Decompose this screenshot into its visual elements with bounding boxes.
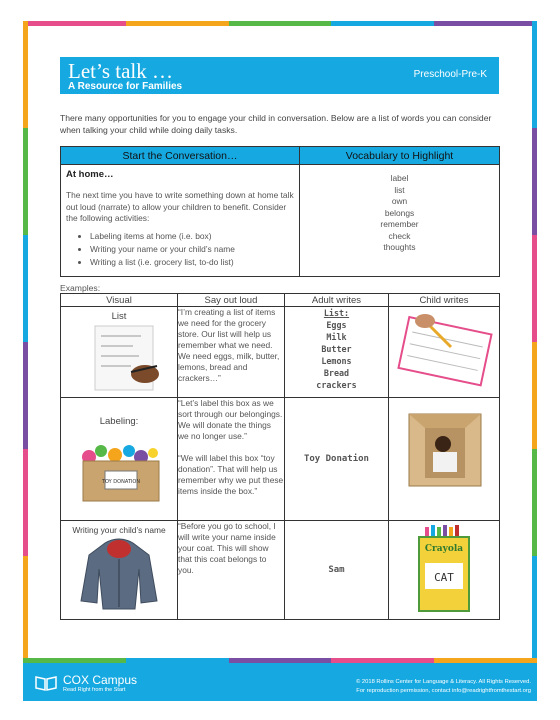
say-cell: “I’m creating a list of items we need for the grocery store. Our list will help us remember what we need. We need eggs, milk, butter, lemons, bread and crackers…” (178, 307, 285, 398)
brand-name: COX Campus (63, 673, 138, 687)
adult-word: Eggs (326, 320, 347, 330)
footer (23, 663, 537, 701)
child-writes-cell (389, 521, 500, 620)
frame-right (532, 21, 537, 663)
vocab-word: list (394, 184, 405, 195)
visual-cell (61, 307, 178, 398)
writing-list-image (61, 322, 177, 394)
child-list-image (389, 307, 499, 395)
crayon-brand-text: Crayola (424, 544, 464, 554)
permission-text: For reproduction permission, contact info@readrightfromthestart.org (356, 688, 531, 694)
narrate-text: The next time you have to write something down at home talk out loud (narrate) to allow your children to benefit. Consider the following activities: (66, 190, 294, 223)
adult-word: Lemons (321, 356, 352, 366)
activity-list (76, 230, 298, 269)
vocab-word: own (391, 196, 408, 206)
child-in-box-image (389, 398, 499, 498)
book-logo-icon (35, 675, 57, 691)
adult-word: Butter (321, 344, 352, 354)
say-cell (178, 398, 285, 521)
frame-segment (532, 556, 537, 663)
legal-text (356, 678, 531, 696)
child-written-word: CAT (434, 571, 454, 584)
visual-cell (61, 521, 178, 620)
page-subtitle: A Resource for Families (68, 81, 183, 92)
toy-donation-box-image (61, 427, 177, 513)
frame-segment (532, 342, 537, 449)
adult-word: Sam (328, 565, 345, 575)
examples-label: Examples: (60, 283, 101, 293)
frame-segment (532, 449, 537, 556)
adult-word: Bread (323, 368, 350, 378)
frame-segment (532, 21, 537, 128)
page-title: Let’s talk … (68, 59, 173, 83)
frame-segment (532, 235, 537, 342)
child-writes-cell (389, 307, 500, 398)
adult-writes-cell (284, 307, 388, 398)
vocab-word: remember (380, 219, 419, 229)
conversation-header: Start the Conversation… (61, 147, 300, 165)
adult-word: Milk (326, 332, 347, 342)
say-cell: “Before you go to school, I will write your name inside your coat. This will show that this coat belongs to you. (178, 521, 285, 620)
frame-segment (532, 128, 537, 235)
intro-text: There many opportunities for you to engage your child in conversation. Below are a list of words you can consider when talking your child while doing daily tasks. (60, 113, 492, 135)
visual-label: Labeling: (99, 416, 139, 427)
conversation-table (60, 146, 500, 277)
vocab-word: belongs (384, 207, 415, 218)
table-row (61, 521, 500, 620)
column-header: Say out loud (178, 294, 285, 307)
at-home-heading: At home… (66, 169, 114, 180)
list-item: • Writing a list (i.e. grocery list, to-do list) (90, 256, 298, 269)
adult-writes-cell (284, 398, 388, 521)
column-header: Child writes (389, 294, 500, 307)
examples-table (60, 293, 500, 620)
child-writes-cell (389, 398, 500, 521)
vocab-word: thoughts (383, 242, 416, 252)
say-text: “We will label this box “toy donation”. That will help us remember why we put these items inside the box.” (178, 453, 284, 496)
visual-label: List (111, 311, 127, 322)
column-header: Visual (61, 294, 178, 307)
vocabulary-header: Vocabulary to Highlight (300, 147, 500, 165)
crayon-box-image (389, 521, 499, 617)
brand-tagline: Read Right from the Start (63, 687, 126, 693)
conversation-cell (61, 165, 300, 277)
copyright-text: © 2018 Rollins Center for Language & Literacy. All Rights Reserved. (356, 679, 531, 685)
adult-writes-cell (284, 521, 388, 620)
list-item: • Labeling items at home (i.e. box) (90, 230, 298, 243)
vocab-word: check (388, 230, 411, 241)
adult-word: List: (323, 308, 350, 318)
box-label-text: TOY DONATION (101, 479, 141, 485)
adult-word: crackers (316, 380, 357, 390)
vocabulary-cell (300, 165, 500, 277)
say-text: “Let’s label this box as we sort through our belongings. We will donate the things we no longer use.” (178, 398, 283, 441)
grade-level: Preschool-Pre-K (413, 69, 487, 80)
table-row (61, 307, 500, 398)
adult-word: Toy Donation (303, 454, 369, 464)
header-banner (60, 57, 499, 94)
list-item: • Writing your name or your child’s name (90, 243, 298, 256)
visual-cell (61, 398, 178, 521)
coat-image (61, 535, 177, 615)
visual-label: Writing your child’s name (72, 525, 166, 535)
vocab-word: label (390, 173, 409, 183)
column-header: Adult writes (284, 294, 388, 307)
table-row (61, 398, 500, 521)
